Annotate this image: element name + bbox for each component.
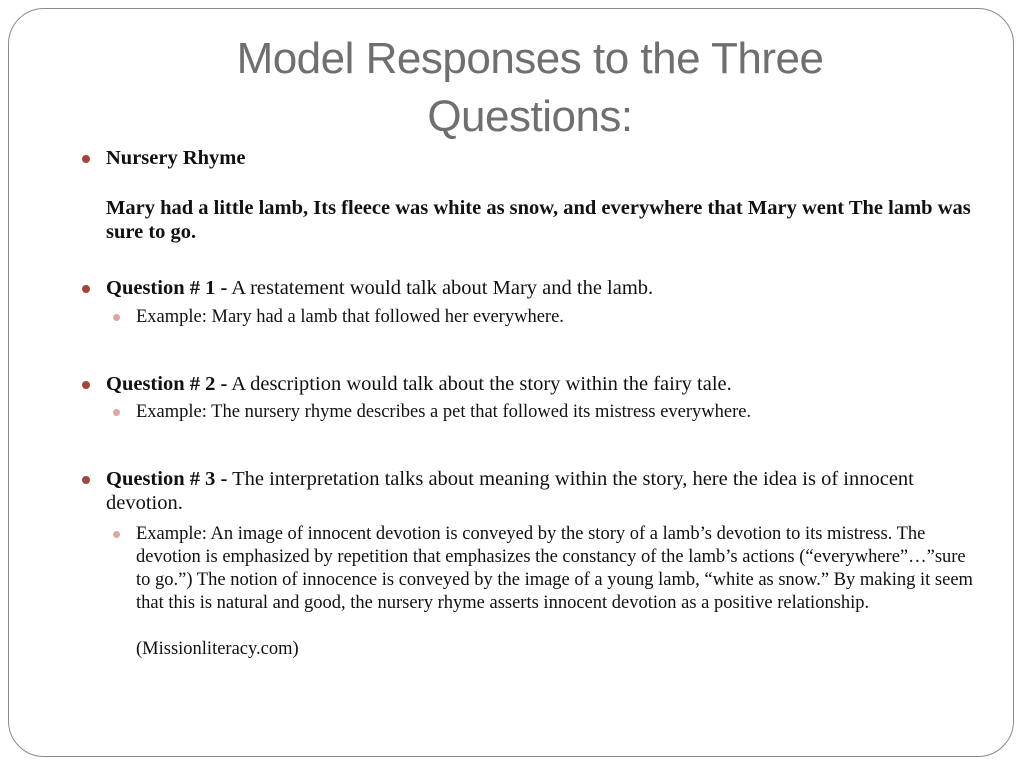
bullet-question-1 — [82, 276, 982, 300]
example-3 — [82, 523, 982, 661]
bullet-dot-icon — [82, 381, 90, 389]
question-3-text: The interpretation talks about meaning within the story, here the idea is of innocent devotion. — [106, 468, 914, 514]
example-1-text: Example: Mary had a lamb that followed her everywhere. — [136, 307, 564, 327]
question-1-label: Question # 1 - — [106, 277, 228, 299]
question-1-text: A restatement would talk about Mary and the lamb. — [227, 277, 654, 299]
example-3-text: Example: An image of innocent devotion is conveyed by the story of a lamb’s devotion to its mistress. The devotion is emphasized by repetition that emphasizes the constancy of the lamb’s actions (“everywhere”…”sure to go.”) The notion of innocence is conveyed by the image of a young lamb, “white as snow.” By making it seem that this is natural and good, the nursery rhyme asserts innocent devotion as a positive relationship. — [136, 524, 973, 613]
sub-bullet-dot-icon — [113, 314, 120, 321]
bullet-question-2 — [82, 372, 982, 396]
nursery-rhyme-text: Mary had a little lamb, Its fleece was white as snow, and everywhere that Mary went The lamb was sure to go. — [106, 197, 971, 243]
bullet-dot-icon — [82, 155, 90, 163]
bullet-dot-icon — [82, 476, 90, 484]
slide-content — [82, 146, 982, 661]
nursery-rhyme-label: Nursery Rhyme — [106, 147, 246, 169]
question-2-label: Question # 2 - — [106, 373, 228, 395]
bullet-nursery-rhyme — [82, 146, 982, 244]
question-3-label: Question # 3 - — [106, 468, 228, 490]
bullet-question-3 — [82, 467, 982, 515]
example-2 — [82, 401, 982, 424]
sub-bullet-dot-icon — [113, 409, 120, 416]
example-1 — [82, 306, 982, 329]
sub-bullet-dot-icon — [113, 531, 120, 538]
source-citation: (Missionliteracy.com) — [136, 639, 299, 659]
question-2-text: A description would talk about the story within the fairy tale. — [227, 373, 732, 395]
bullet-dot-icon — [82, 285, 90, 293]
example-2-text: Example: The nursery rhyme describes a pet that followed its mistress everywhere. — [136, 402, 752, 422]
slide-title: Model Responses to the Three Questions: — [236, 34, 824, 141]
